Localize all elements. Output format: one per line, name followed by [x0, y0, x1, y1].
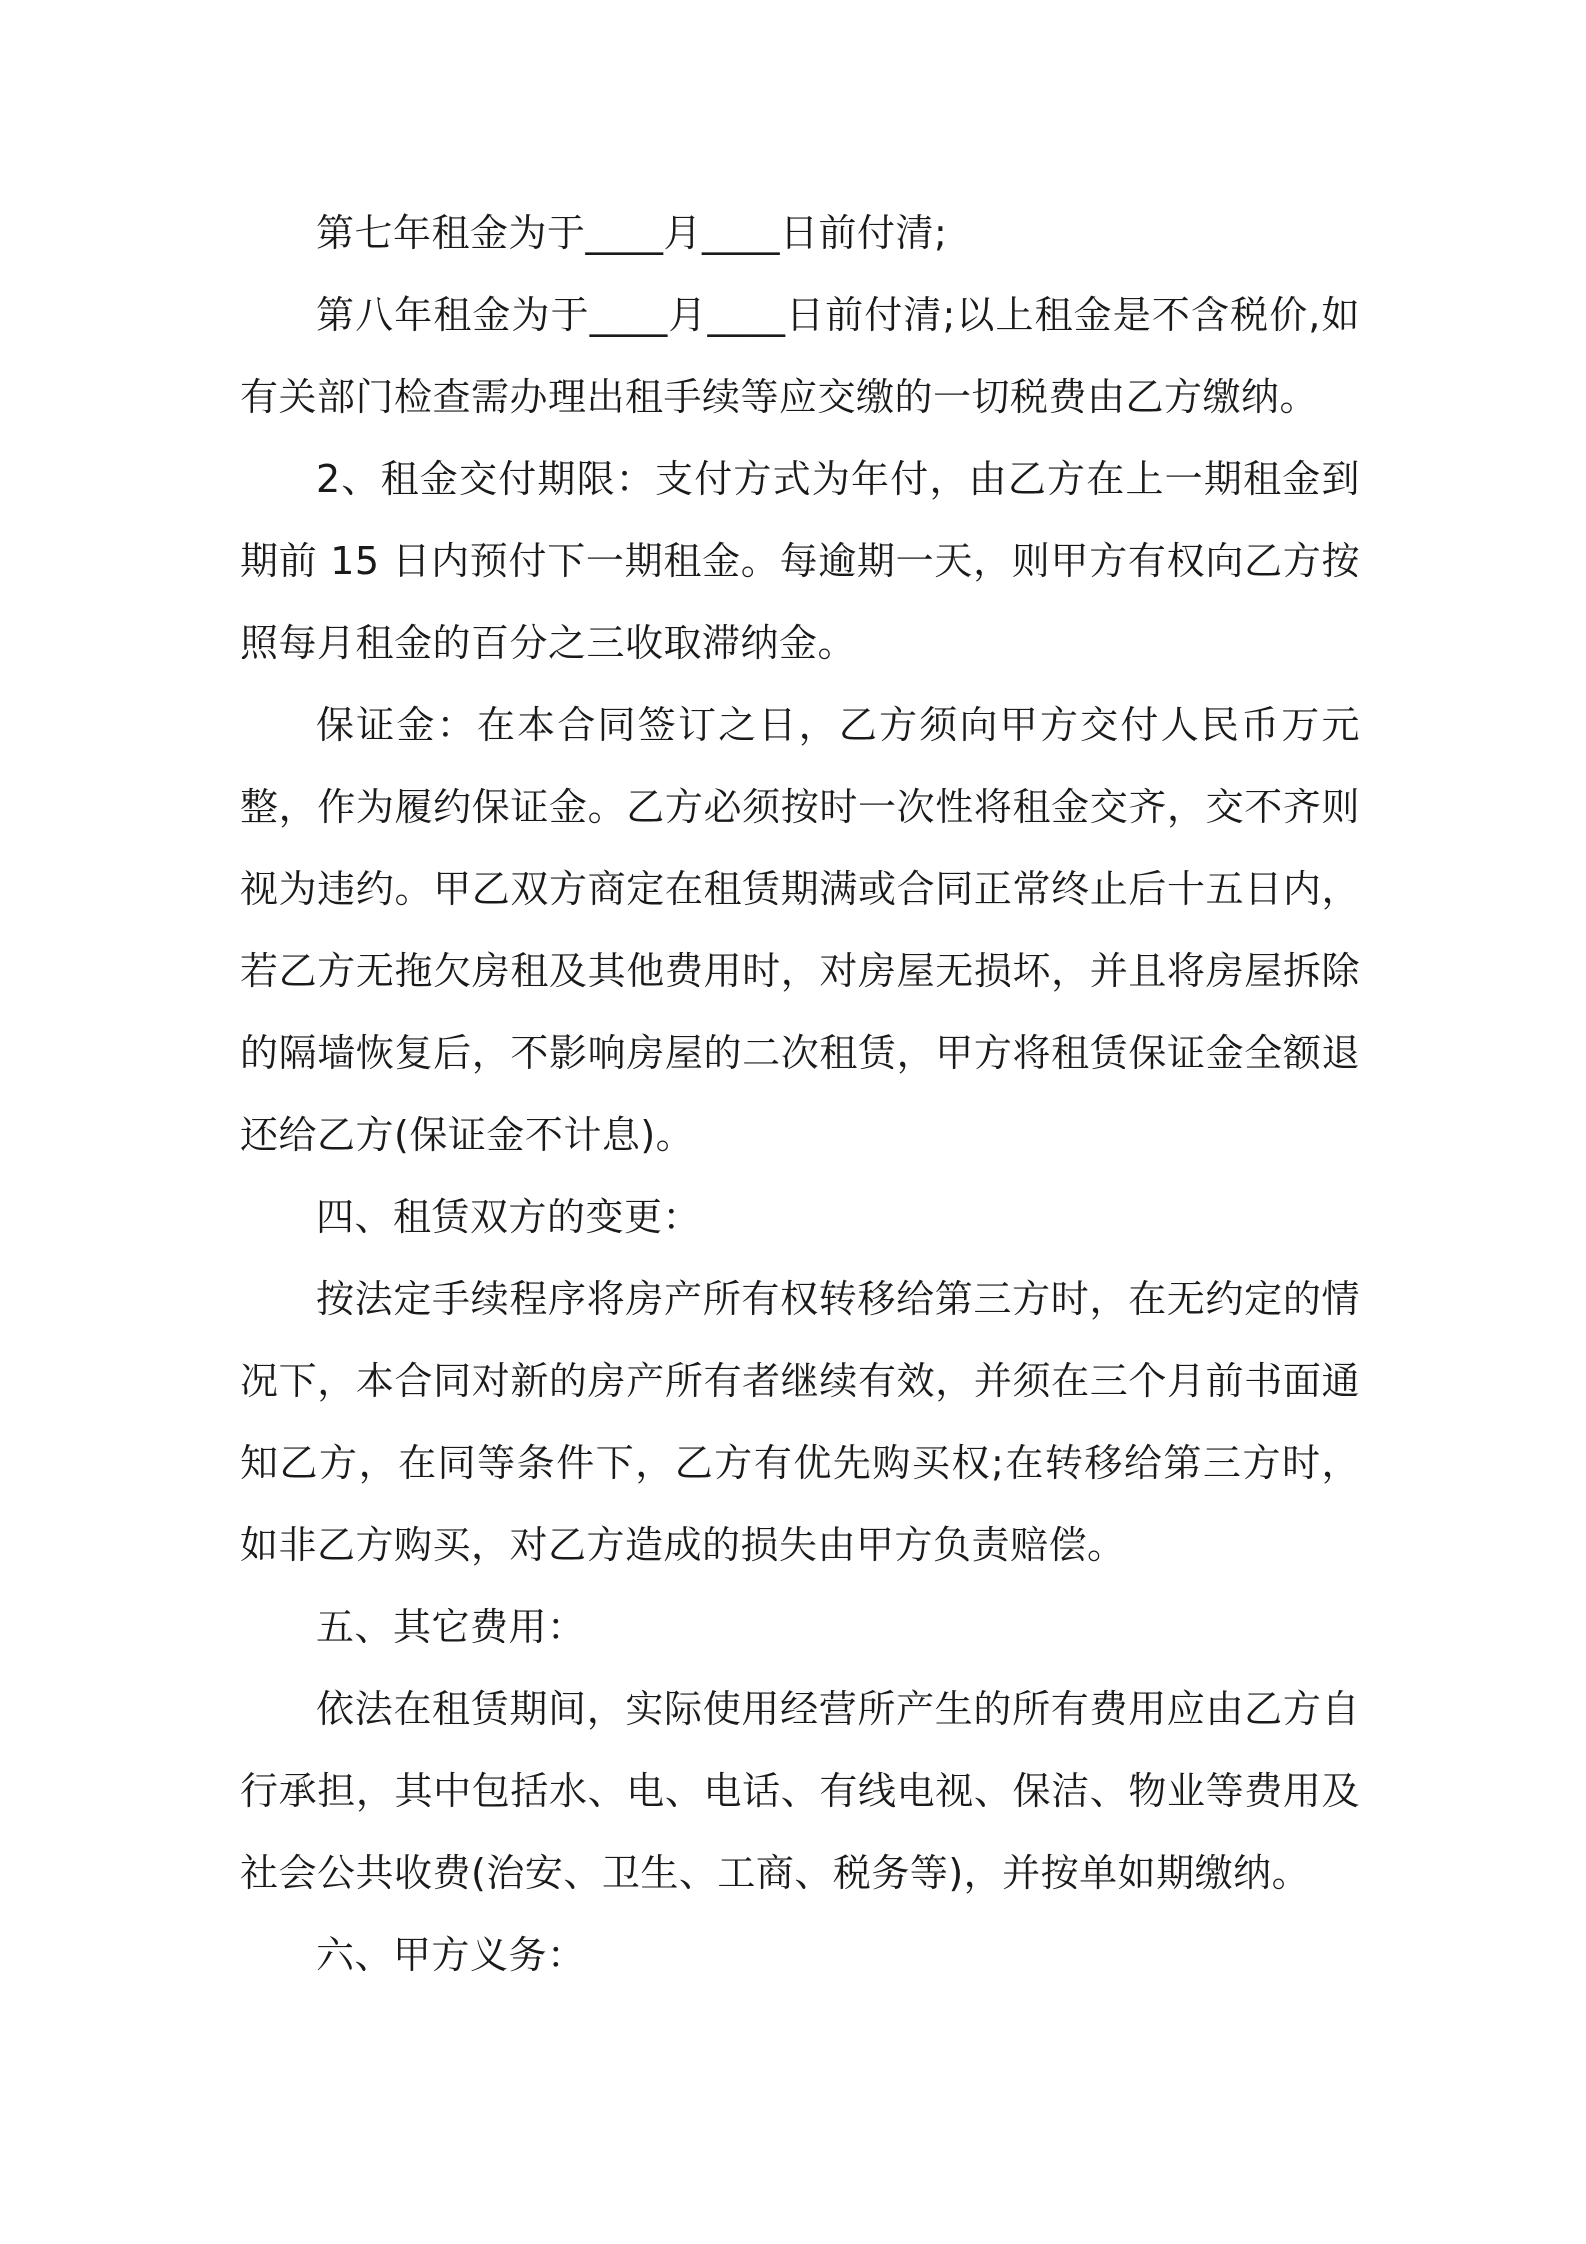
paragraph-rent-payment-term: 2、租金交付期限：支付方式为年付，由乙方在上一期租金到期前 15 日内预付下一期租金。每逾期一天，则甲方有权向乙方按照每月租金的百分之三收取滞纳金。 — [240, 457, 1360, 665]
document-body — [240, 192, 1360, 1996]
section-heading-party-a-duties: 六、甲方义务： — [316, 1933, 586, 1977]
paragraph-ownership-transfer: 按法定手续程序将房产所有权转移给第三方时，在无约定的情况下，本合同对新的房产所有者继续有效，并须在三个月前书面通知乙方，在同等条件下，乙方有优先购买权;在转移给第三方时，如非乙方购买，对乙方造成的损失由甲方负责赔偿。 — [240, 1277, 1360, 1567]
section-heading-other-fees: 五、其它费用： — [316, 1605, 586, 1649]
paragraph-fees-detail: 依法在租赁期间，实际使用经营所产生的所有费用应由乙方自行承担，其中包括水、电、电话、有线电视、保洁、物业等费用及社会公共收费(治安、卫生、工商、税务等)，并按单如期缴纳。 — [240, 1687, 1360, 1895]
paragraph-year8-rent: 第八年租金为于____月____日前付清;以上租金是不含税价,如有关部门检查需办理出租手续等应交缴的一切税费由乙方缴纳。 — [240, 293, 1360, 419]
paragraph-year7-rent: 第七年租金为于____月____日前付清; — [316, 211, 948, 255]
paragraph-deposit: 保证金：在本合同签订之日，乙方须向甲方交付人民币万元整，作为履约保证金。乙方必须按时一次性将租金交齐，交不齐则视为违约。甲乙双方商定在租赁期满或合同正常终止后十五日内，若乙方无拖欠房租及其他费用时，对房屋无损坏，并且将房屋拆除的隔墙恢复后，不影响房屋的二次租赁，甲方将租赁保证金全额退还给乙方(保证金不计息)。 — [240, 703, 1360, 1157]
section-heading-change: 四、租赁双方的变更： — [316, 1195, 702, 1239]
